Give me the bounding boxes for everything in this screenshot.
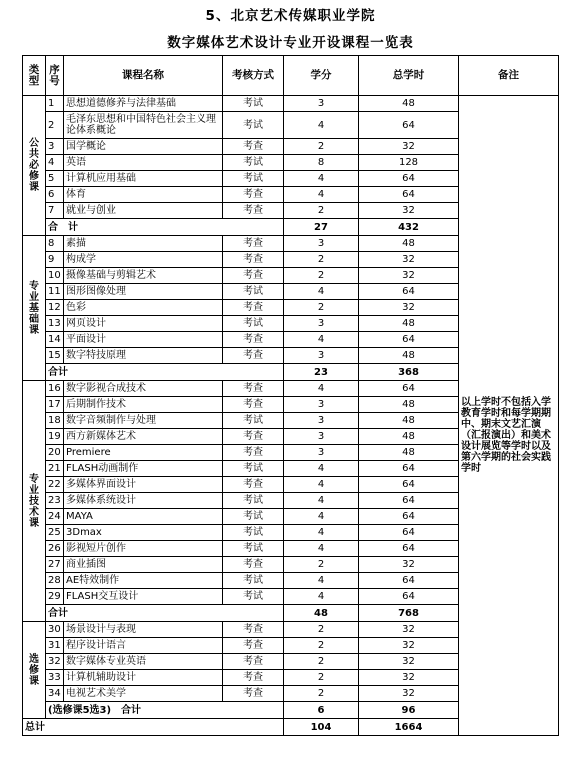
course-hours: 48 <box>359 413 459 429</box>
course-name: 后期制作技术 <box>64 397 223 413</box>
course-name: 思想道德修养与法律基础 <box>64 96 223 112</box>
course-name: 平面设计 <box>64 332 223 348</box>
subtotal-credit: 27 <box>284 219 359 236</box>
subtotal-label: (选修课5选3) 合计 <box>46 702 284 719</box>
course-hours: 32 <box>359 300 459 316</box>
course-hours: 32 <box>359 638 459 654</box>
course-hours: 64 <box>359 112 459 139</box>
subtotal-hours: 96 <box>359 702 459 719</box>
course-name: 商业插图 <box>64 557 223 573</box>
course-no: 14 <box>46 332 64 348</box>
course-hours: 48 <box>359 445 459 461</box>
course-exam: 考试 <box>223 461 284 477</box>
course-credit: 4 <box>284 284 359 300</box>
course-name: 程序设计语言 <box>64 638 223 654</box>
course-name: 计算机应用基础 <box>64 171 223 187</box>
course-hours: 64 <box>359 573 459 589</box>
course-no: 4 <box>46 155 64 171</box>
course-hours: 32 <box>359 203 459 219</box>
course-no: 16 <box>46 381 64 397</box>
course-no: 17 <box>46 397 64 413</box>
course-name: 英语 <box>64 155 223 171</box>
course-name: 图形图像处理 <box>64 284 223 300</box>
course-hours: 64 <box>359 187 459 203</box>
course-hours: 32 <box>359 268 459 284</box>
course-exam: 考查 <box>223 300 284 316</box>
grand-total-hours: 1664 <box>359 719 459 736</box>
course-credit: 4 <box>284 525 359 541</box>
course-hours: 64 <box>359 541 459 557</box>
course-exam: 考试 <box>223 493 284 509</box>
course-hours: 64 <box>359 332 459 348</box>
course-no: 20 <box>46 445 64 461</box>
subtotal-hours: 432 <box>359 219 459 236</box>
course-exam: 考试 <box>223 589 284 605</box>
course-name: 数字特技原理 <box>64 348 223 364</box>
course-hours: 32 <box>359 686 459 702</box>
table-row <box>23 96 559 112</box>
course-no: 8 <box>46 236 64 252</box>
course-hours: 64 <box>359 284 459 300</box>
course-hours: 64 <box>359 493 459 509</box>
course-exam: 考查 <box>223 670 284 686</box>
course-type-label: 专业技术课 <box>29 473 39 529</box>
course-name: 多媒体界面设计 <box>64 477 223 493</box>
course-type-cell <box>23 96 46 236</box>
course-exam: 考试 <box>223 284 284 300</box>
subtotal-credit: 6 <box>284 702 359 719</box>
course-hours: 48 <box>359 348 459 364</box>
course-credit: 3 <box>284 316 359 332</box>
course-name: 电视艺术美学 <box>64 686 223 702</box>
subtotal-label: 合计 <box>46 364 284 381</box>
course-name: 毛泽东思想和中国特色社会主义理论体系概论 <box>64 112 223 139</box>
course-no: 26 <box>46 541 64 557</box>
subtotal-label: 合 计 <box>46 219 284 236</box>
course-credit: 3 <box>284 445 359 461</box>
course-name: Premiere <box>64 445 223 461</box>
subtotal-hours: 768 <box>359 605 459 622</box>
course-credit: 2 <box>284 252 359 268</box>
course-no: 12 <box>46 300 64 316</box>
course-name: 素描 <box>64 236 223 252</box>
course-credit: 3 <box>284 96 359 112</box>
course-exam: 考查 <box>223 252 284 268</box>
course-exam: 考试 <box>223 155 284 171</box>
course-exam: 考查 <box>223 654 284 670</box>
course-exam: 考试 <box>223 541 284 557</box>
course-credit: 2 <box>284 670 359 686</box>
course-credit: 2 <box>284 203 359 219</box>
course-exam: 考试 <box>223 413 284 429</box>
course-credit: 4 <box>284 493 359 509</box>
course-exam: 考查 <box>223 332 284 348</box>
course-credit: 2 <box>284 638 359 654</box>
course-exam: 考查 <box>223 348 284 364</box>
course-exam: 考查 <box>223 686 284 702</box>
course-exam: 考查 <box>223 557 284 573</box>
course-no: 11 <box>46 284 64 300</box>
course-no: 22 <box>46 477 64 493</box>
course-no: 10 <box>46 268 64 284</box>
course-no: 34 <box>46 686 64 702</box>
course-name: 数字媒体专业英语 <box>64 654 223 670</box>
header-name: 课程名称 <box>64 56 223 96</box>
header-hours: 总学时 <box>359 56 459 96</box>
course-credit: 4 <box>284 589 359 605</box>
course-no: 15 <box>46 348 64 364</box>
course-exam: 考查 <box>223 638 284 654</box>
course-exam: 考查 <box>223 477 284 493</box>
course-type-cell <box>23 622 46 719</box>
course-exam: 考查 <box>223 203 284 219</box>
course-name: FLASH动画制作 <box>64 461 223 477</box>
course-hours: 48 <box>359 429 459 445</box>
course-no: 31 <box>46 638 64 654</box>
course-name: 色彩 <box>64 300 223 316</box>
course-credit: 4 <box>284 112 359 139</box>
course-exam: 考试 <box>223 509 284 525</box>
course-no: 13 <box>46 316 64 332</box>
course-hours: 64 <box>359 381 459 397</box>
course-type-label: 专业基础课 <box>29 280 39 336</box>
course-hours: 64 <box>359 589 459 605</box>
course-hours: 32 <box>359 252 459 268</box>
course-no: 7 <box>46 203 64 219</box>
course-hours: 32 <box>359 622 459 638</box>
course-name: 体育 <box>64 187 223 203</box>
course-credit: 4 <box>284 461 359 477</box>
course-name: 多媒体系统设计 <box>64 493 223 509</box>
course-name: 西方新媒体艺术 <box>64 429 223 445</box>
course-no: 32 <box>46 654 64 670</box>
course-hours: 64 <box>359 461 459 477</box>
course-exam: 考试 <box>223 171 284 187</box>
course-credit: 4 <box>284 381 359 397</box>
table-title: 数字媒体艺术设计专业开设课程一览表 <box>167 35 414 51</box>
course-name: 摄像基础与剪辑艺术 <box>64 268 223 284</box>
course-name: 3Dmax <box>64 525 223 541</box>
grand-total-label: 总计 <box>23 719 284 736</box>
course-name: 网页设计 <box>64 316 223 332</box>
course-hours: 64 <box>359 525 459 541</box>
course-exam: 考查 <box>223 429 284 445</box>
course-credit: 3 <box>284 397 359 413</box>
course-no: 3 <box>46 139 64 155</box>
course-exam: 考查 <box>223 445 284 461</box>
course-exam: 考查 <box>223 187 284 203</box>
course-credit: 2 <box>284 686 359 702</box>
course-type-cell <box>23 236 46 381</box>
course-no: 18 <box>46 413 64 429</box>
grand-total-credit: 104 <box>284 719 359 736</box>
course-hours: 48 <box>359 96 459 112</box>
course-exam: 考查 <box>223 381 284 397</box>
course-name: FLASH交互设计 <box>64 589 223 605</box>
course-credit: 4 <box>284 171 359 187</box>
course-exam: 考查 <box>223 139 284 155</box>
subtotal-credit: 48 <box>284 605 359 622</box>
course-no: 2 <box>46 112 64 139</box>
course-credit: 2 <box>284 300 359 316</box>
course-type-label: 选修课 <box>29 653 39 687</box>
course-hours: 64 <box>359 509 459 525</box>
course-exam: 考试 <box>223 525 284 541</box>
course-type-label: 公共必修课 <box>29 138 39 193</box>
course-exam: 考试 <box>223 316 284 332</box>
course-no: 1 <box>46 96 64 112</box>
course-name: MAYA <box>64 509 223 525</box>
course-type-cell <box>23 381 46 622</box>
course-name: 数字影视合成技术 <box>64 381 223 397</box>
course-no: 5 <box>46 171 64 187</box>
course-hours: 128 <box>359 155 459 171</box>
header-type: 类型 <box>23 56 46 96</box>
course-exam: 考查 <box>223 236 284 252</box>
course-credit: 3 <box>284 429 359 445</box>
course-no: 23 <box>46 493 64 509</box>
course-name: 影视短片创作 <box>64 541 223 557</box>
course-hours: 32 <box>359 557 459 573</box>
course-no: 9 <box>46 252 64 268</box>
course-name: 场景设计与表现 <box>64 622 223 638</box>
header-credit: 学分 <box>284 56 359 96</box>
course-credit: 3 <box>284 236 359 252</box>
header-remark: 备注 <box>459 56 559 96</box>
course-name: 数字音频制作与处理 <box>64 413 223 429</box>
course-credit: 2 <box>284 557 359 573</box>
course-name: 构成学 <box>64 252 223 268</box>
course-hours: 48 <box>359 397 459 413</box>
subtotal-credit: 23 <box>284 364 359 381</box>
course-name: 计算机辅助设计 <box>64 670 223 686</box>
course-exam: 考查 <box>223 622 284 638</box>
course-credit: 4 <box>284 187 359 203</box>
remark-cell: 以上学时不包括入学教育学时和每学期期中、期末文艺汇演（汇报演出）和美术设计展览等学时以及第六学期的社会实践学时 <box>459 96 559 736</box>
course-no: 33 <box>46 670 64 686</box>
course-exam: 考试 <box>223 112 284 139</box>
course-credit: 2 <box>284 139 359 155</box>
subtotal-label: 合计 <box>46 605 284 622</box>
subtotal-hours: 368 <box>359 364 459 381</box>
header-exam: 考核方式 <box>223 56 284 96</box>
course-no: 21 <box>46 461 64 477</box>
course-hours: 32 <box>359 654 459 670</box>
course-hours: 32 <box>359 670 459 686</box>
header-no: 序号 <box>46 56 64 96</box>
course-hours: 64 <box>359 477 459 493</box>
course-credit: 4 <box>284 332 359 348</box>
course-no: 19 <box>46 429 64 445</box>
course-no: 28 <box>46 573 64 589</box>
course-no: 6 <box>46 187 64 203</box>
course-no: 29 <box>46 589 64 605</box>
course-table <box>22 55 559 736</box>
course-exam: 考查 <box>223 268 284 284</box>
course-credit: 4 <box>284 509 359 525</box>
course-hours: 64 <box>359 171 459 187</box>
course-hours: 32 <box>359 139 459 155</box>
course-hours: 48 <box>359 316 459 332</box>
course-exam: 考查 <box>223 397 284 413</box>
course-exam: 考试 <box>223 573 284 589</box>
course-name: 国学概论 <box>64 139 223 155</box>
course-credit: 4 <box>284 573 359 589</box>
course-name: AE特效制作 <box>64 573 223 589</box>
course-no: 25 <box>46 525 64 541</box>
course-name: 就业与创业 <box>64 203 223 219</box>
course-no: 27 <box>46 557 64 573</box>
course-exam: 考试 <box>223 96 284 112</box>
course-no: 30 <box>46 622 64 638</box>
course-credit: 3 <box>284 413 359 429</box>
document-title: 5、北京艺术传媒职业学院 <box>205 8 376 24</box>
course-credit: 2 <box>284 654 359 670</box>
course-hours: 48 <box>359 236 459 252</box>
course-credit: 4 <box>284 541 359 557</box>
course-credit: 2 <box>284 622 359 638</box>
course-no: 24 <box>46 509 64 525</box>
course-credit: 2 <box>284 268 359 284</box>
course-credit: 8 <box>284 155 359 171</box>
course-credit: 3 <box>284 348 359 364</box>
course-credit: 4 <box>284 477 359 493</box>
